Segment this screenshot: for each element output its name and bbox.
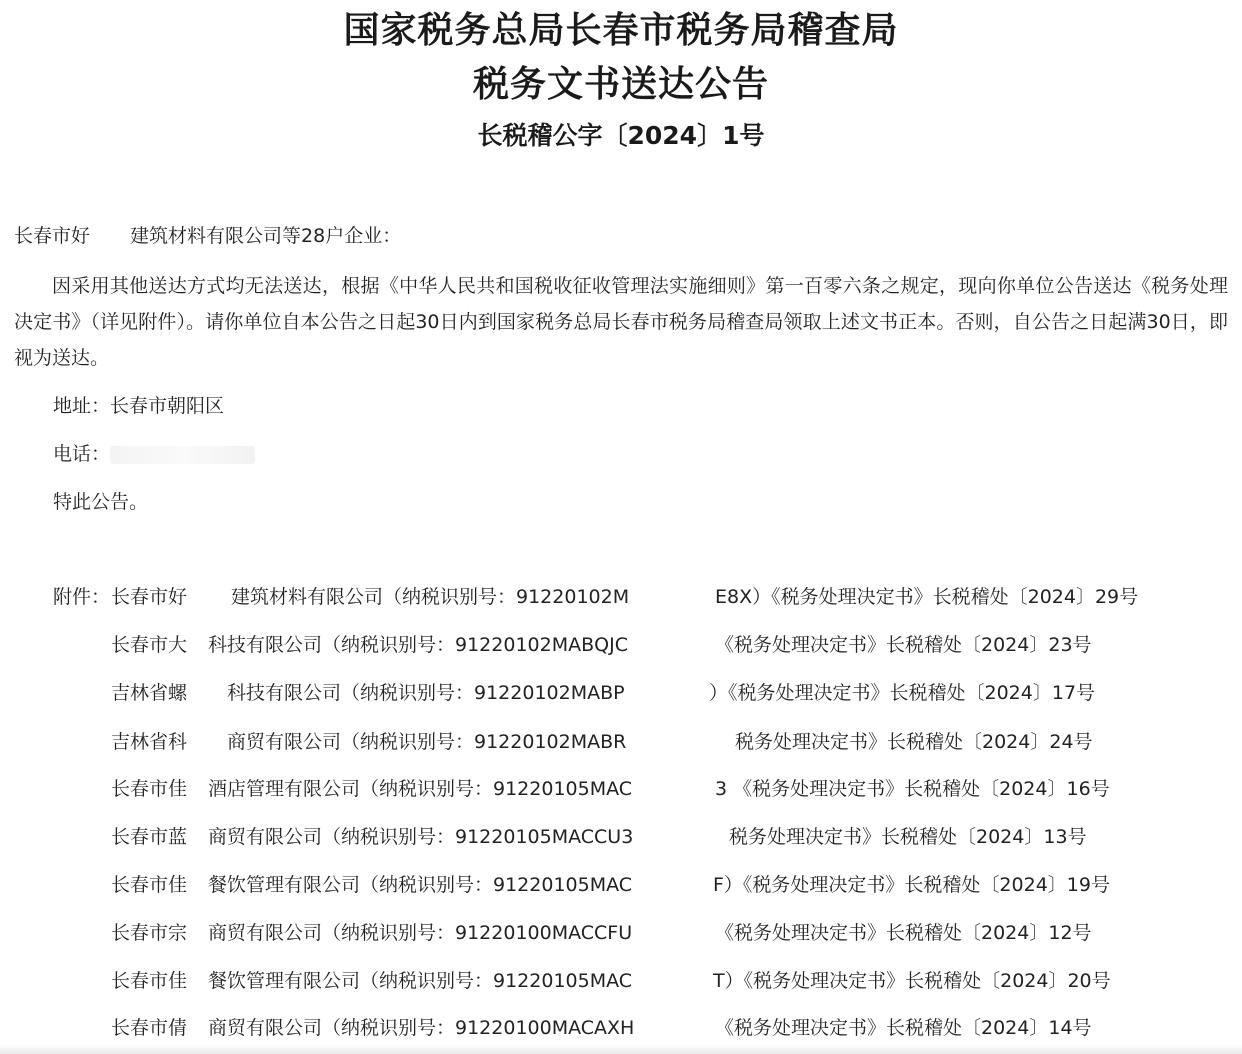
addressee (14, 222, 401, 250)
office-phone (53, 440, 255, 468)
attachment-document: 《税务处理决定书》长税稽处〔2024〕12号 (715, 922, 1092, 944)
attachment-company-detail: 商贸有限公司（纳税识别号：91220105MACCU3 (208, 826, 634, 848)
attachment-document: F）《税务处理决定书》长税稽处〔2024〕19号 (713, 874, 1110, 896)
attachment-company-detail: 建筑材料有限公司（纳税识别号：91220102M (231, 586, 630, 608)
attachment-company-prefix: 长春市蓝 (111, 826, 188, 848)
attachment-label: 附件： (53, 586, 111, 608)
document-number: 长税稽公字〔2024〕1号 (477, 121, 765, 150)
attachment-document: 《税务处理决定书》长税稽处〔2024〕14号 (715, 1017, 1092, 1039)
attachment-company-detail: 科技有限公司（纳税识别号：91220102MABP (227, 682, 625, 704)
attachment-company-prefix: 吉林省科 (111, 731, 188, 753)
attachment-company-detail: 餐饮管理有限公司（纳税识别号：91220105MAC (208, 874, 633, 896)
attachment-company-prefix: 长春市倩 (111, 1017, 188, 1039)
attachment-company-detail: 商贸有限公司（纳税识别号：91220100MACCFU (208, 922, 633, 944)
attachment-company-prefix: 长春市佳 (111, 778, 188, 800)
attachment-document: T）《税务处理决定书》长税稽处〔2024〕20号 (713, 970, 1111, 992)
closing-statement: 特此公告。 (53, 491, 149, 513)
addressee-company: 建筑材料有限公司等28户企业： (130, 225, 402, 247)
attachment-company-prefix: 吉林省螺 (111, 682, 188, 704)
attachment-document: ）《税务处理决定书》长税稽处〔2024〕17号 (709, 682, 1096, 704)
phone-label: 电话： (53, 443, 111, 465)
redacted-phone (110, 446, 255, 464)
attachment-company-prefix: 长春市佳 (111, 874, 188, 896)
attachment-document: E8X）《税务处理决定书》长税稽处〔2024〕29号 (715, 586, 1139, 608)
page-bottom-edge (0, 1044, 1242, 1054)
office-address: 地址：长春市朝阳区 (53, 395, 225, 417)
addressee-city: 长春市好 (14, 225, 91, 247)
attachment-company-prefix: 长春市佳 (111, 970, 188, 992)
attachment-document: 3 《税务处理决定书》长税稽处〔2024〕16号 (715, 778, 1110, 800)
attachment-company-detail: 餐饮管理有限公司（纳税识别号：91220105MAC (208, 970, 633, 992)
attachment-company-detail: 科技有限公司（纳税识别号：91220102MABQJC (208, 634, 628, 656)
attachment-company-prefix: 长春市好 (111, 586, 188, 608)
notice-subtitle: 税务文书送达公告 (472, 64, 769, 105)
attachment-company-detail: 商贸有限公司（纳税识别号：91220102MABR (227, 731, 627, 753)
attachment-company-detail: 商贸有限公司（纳税识别号：91220100MACAXH (208, 1017, 635, 1039)
notice-title: 国家税务总局长春市税务局稽查局 (343, 10, 899, 51)
attachment-document: 税务处理决定书》长税稽处〔2024〕24号 (735, 731, 1093, 753)
attachment-company-prefix: 长春市宗 (111, 922, 188, 944)
attachment-document: 税务处理决定书》长税稽处〔2024〕13号 (729, 826, 1087, 848)
attachment-company-detail: 酒店管理有限公司（纳税识别号：91220105MAC (208, 778, 633, 800)
attachment-company-prefix: 长春市大 (111, 634, 188, 656)
attachment-document: 《税务处理决定书》长税稽处〔2024〕23号 (715, 634, 1092, 656)
body-paragraph: 因采用其他送达方式均无法送达，根据《中华人民共和国税收征收管理法实施细则》第一百零六条之规定，现向你单位公告送达《税务处理决定书》（详见附件）。请你单位自本公告之日起30日内到国家税务总局长春市税务局稽查局领取上述文书正本。否则，自公告之日起满30日，即视为送达。 (14, 275, 1228, 369)
